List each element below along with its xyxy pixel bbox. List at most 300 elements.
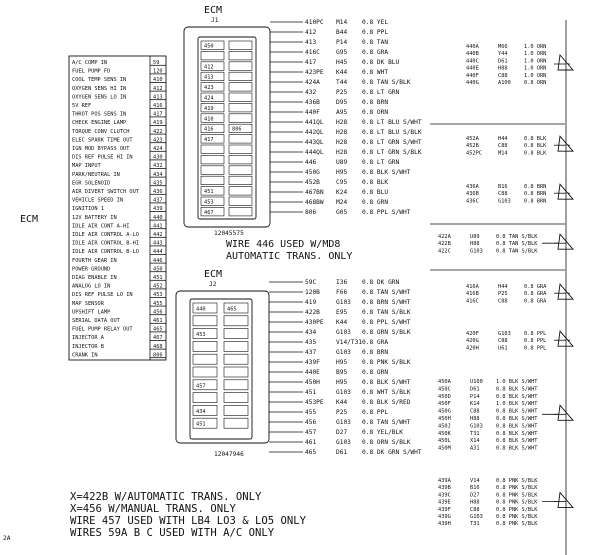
splice-code: A31 <box>470 445 480 452</box>
j2-wire-spec: 0.8 DK GRN S/WHT <box>362 449 422 456</box>
ecm-function-label: FUEL PUMP RELAY OUT <box>72 326 133 333</box>
splice-circuit: 450C <box>438 386 451 393</box>
ecm-function-label: TORQUE CONV CLUTCH <box>72 128 130 135</box>
splice-circuit: 452PC <box>466 150 482 157</box>
splice-spec: 0.8 TAN S/BLK <box>496 234 538 240</box>
splice-circuit: 420G <box>466 338 479 345</box>
splice-circuit: 440E <box>466 65 479 72</box>
j1-wire-circuit: 444QL <box>305 149 324 156</box>
j2-cavity-number: 434 <box>196 408 206 415</box>
j1-cavity-number: 451 <box>204 189 214 196</box>
j1-wire-code: D95 <box>336 99 348 106</box>
ecm-function-label: IDLE AIR CONTROL B-HI <box>72 240 139 247</box>
ecm-function-label: THROT POS SENS IN <box>72 111 127 118</box>
splice-code: D61 <box>470 386 480 393</box>
ecm-function-label: MAP SENSOR <box>72 300 104 307</box>
j1-wire-circuit: 441QL <box>305 119 324 126</box>
j1-wire-spec: 0.8 YEL <box>362 19 389 26</box>
ecm-function-label: CHECK ENGINE LAMP <box>72 120 127 127</box>
ecm-function-label: IGNITION 1 <box>72 206 104 213</box>
splice-code: H88 <box>470 499 480 506</box>
j1-wire-circuit: 446 <box>305 159 317 166</box>
splice-code: U100 <box>470 379 483 385</box>
j1-cavity-number: 806 <box>232 126 242 133</box>
splice-spec: 0.8 GRA <box>524 284 547 290</box>
splice-circuit: 422B <box>438 241 451 248</box>
splice-circuit: 436A <box>466 184 479 190</box>
j1-wire-code: A95 <box>336 109 348 116</box>
splice-spec: 0.8 ORN <box>524 80 547 86</box>
splice-code: C88 <box>470 408 480 415</box>
ecm-pin-number: 423 <box>153 137 163 144</box>
j1-cavity <box>201 155 224 164</box>
ecm-function-label: POWER GROUND <box>72 266 111 273</box>
splice-code: C88 <box>498 191 508 198</box>
ecm-pin-number: 441 <box>153 223 163 230</box>
splice-circuit: 416B <box>466 291 479 298</box>
j1-wire-circuit: 436B <box>305 99 320 106</box>
splice-code: U89 <box>470 234 480 240</box>
splice-spec: 0.8 BLK S/WHT <box>496 445 538 452</box>
ecm-function-label: ELEC SPARK TIME OUT <box>72 137 133 144</box>
ecm-pin-number: 446 <box>153 257 163 264</box>
j2-wire-code: K44 <box>336 319 348 326</box>
splice-circuit: 416A <box>466 284 479 290</box>
splice-circuit: 450G <box>438 408 451 415</box>
j1-cavity <box>229 197 252 206</box>
splice-spec: 0.8 BLK S/WHT <box>496 416 538 422</box>
j1-wire-circuit: 413 <box>305 39 317 46</box>
j1-wire-circuit: 412 <box>305 29 317 36</box>
splice-spec: 0.8 GRA <box>524 291 547 298</box>
splice-spec: 1.0 BLK S/WHT <box>496 379 538 385</box>
j2-cavity <box>224 418 248 428</box>
splice-spec: 0.8 PNK S/BLK <box>496 499 538 506</box>
j1-wire-code: H95 <box>336 169 348 176</box>
ecm-pin-number: 453 <box>153 292 163 299</box>
ecm-pin-number: 413 <box>153 94 163 101</box>
splice-spec: 0.8 BLK S/WHT <box>496 423 538 430</box>
j1-cavity <box>229 62 252 71</box>
j1-wire-circuit: 410PC <box>305 19 324 26</box>
j1-wire-spec: 0.8 LT GRN <box>362 159 400 166</box>
j2-wire-code: G103 <box>336 299 351 306</box>
j2-wire-circuit: 461 <box>305 439 317 446</box>
ecm-function-label: DIS REF PULSE LO IN <box>72 292 133 299</box>
ecm-pin-number: 461 <box>153 318 163 324</box>
splice-circuit: 436B <box>466 191 479 198</box>
splice-code: H88 <box>470 241 480 248</box>
ecm-function-label: IDLE AIR CONT A-HI <box>72 223 130 230</box>
splice-circuit: 450K <box>438 430 451 437</box>
ecm-function-label: IDLE AIR CONTROL B-LO <box>72 249 139 256</box>
splice-code: K14 <box>470 401 480 408</box>
splice-spec: 0.8 BRN <box>524 184 547 190</box>
ecm-pin-number: 436 <box>153 189 163 195</box>
ecm-pin-number: 416 <box>153 103 163 109</box>
splice-spec: 0.8 PNK S/BLK <box>496 514 538 520</box>
splice-spec: 1.0 ORN <box>524 44 547 50</box>
j1-wire-spec: 0.8 LT GRN S/BLK <box>362 149 422 156</box>
j2-wire-code: D61 <box>336 449 348 456</box>
ecm-pin-number: 419 <box>153 120 163 127</box>
j1-wire-spec: 0.8 BLK S/WHT <box>362 169 411 176</box>
splice-spec: 0.8 BRN <box>524 198 547 205</box>
j1-wire-circuit: 432 <box>305 89 317 96</box>
ecm-function-label: FOURTH GEAR IN <box>72 257 117 264</box>
j1-wire-circuit: 440F <box>305 109 320 116</box>
j2-cavity <box>224 329 248 339</box>
ecm-function-label: FUEL PUMP FD <box>72 68 111 75</box>
splice-circuit: 439G <box>438 514 451 520</box>
j1-cavity <box>229 155 252 164</box>
ecm-function-label: VEHICLE SPEED IN <box>72 197 124 204</box>
j2-wire-spec: 0.8 BLK S/WHT <box>362 379 411 386</box>
ecm-pin-number: 456 <box>153 309 163 316</box>
j2-cavity-number: 465 <box>227 306 237 313</box>
splice-code: G103 <box>470 514 483 520</box>
j2-wire-code: G103 <box>336 349 351 356</box>
j2-wire-spec: 0.8 YEL/BLK <box>362 429 403 436</box>
j1-cavity <box>229 187 252 196</box>
ecm-pin-number: 442 <box>153 232 163 238</box>
j2-cavity-number: 440 <box>196 306 206 313</box>
splice-code: C88 <box>470 506 480 513</box>
j1-part-number: 12045575 <box>214 230 244 237</box>
ecm-function-label: AIR DIVERT SWITCH OUT <box>72 189 139 195</box>
j2-wire-spec: 0.8 ORN <box>362 369 389 376</box>
j2-wire-spec: 0.8 PNK S/BLK <box>362 359 411 366</box>
splice-spec: 0.8 BLK S/WHT <box>496 386 538 393</box>
j2-wire-circuit: 456 <box>305 419 317 426</box>
splice-code: D27 <box>470 492 480 499</box>
j2-wire-spec: 0.8 ORN S/BLK <box>362 439 411 446</box>
ecm-pin-number: 432 <box>153 163 163 170</box>
j1-wire-code: H28 <box>336 129 348 136</box>
ecm-pin-number: 439 <box>153 206 163 213</box>
j2-wire-circuit: 434 <box>305 329 317 336</box>
j2-wire-circuit: 430PE <box>305 319 324 326</box>
j1-cavity <box>229 93 252 102</box>
j1-cavity-number: 467 <box>204 209 214 216</box>
splice-circuit: 452A <box>466 136 479 142</box>
splice-code: V14 <box>470 478 480 484</box>
splice-code: C88 <box>498 338 508 345</box>
splice-spec: 0.8 BLK S/WHT <box>496 408 538 415</box>
j1-cavity-number: 419 <box>204 105 214 112</box>
splice-circuit: 436C <box>466 198 479 205</box>
splice-circuit: 450J <box>438 423 451 430</box>
j1-wire-circuit: 424A <box>305 79 320 86</box>
j2-wire-circuit: 59C <box>305 279 317 286</box>
j1-wire-code: B44 <box>336 29 348 36</box>
j1-wire-circuit: 468BW <box>305 199 324 206</box>
splice-code: B16 <box>470 485 480 492</box>
footer-note-3: WIRE 457 USED WITH LB4 LO3 & LO5 ONLY <box>70 515 306 527</box>
j2-cavity <box>224 405 248 415</box>
note-j1-line2: AUTOMATIC TRANS. ONLY <box>226 251 353 262</box>
j2-wire-circuit: 450H <box>305 379 320 386</box>
splice-code: H44 <box>498 284 508 290</box>
j1-wire-circuit: 452B <box>305 179 320 186</box>
j1-wire-spec: 0.8 TAN S/BLK <box>362 79 411 86</box>
splice-code: T31 <box>470 430 480 437</box>
ecm-pin-number: 424 <box>153 146 163 152</box>
j1-cavity <box>229 114 252 123</box>
ecm-function-label: PARK/NEUTRAL IN <box>72 171 120 178</box>
splice-code: C88 <box>498 143 508 150</box>
ecm-function-label: UPSHIFT LAMP <box>72 309 111 316</box>
j1-wire-spec: 0.8 TAN <box>362 39 389 46</box>
j2-wire-code: G103 <box>336 329 351 336</box>
j1-wire-spec: 0.8 LT GRN <box>362 89 400 96</box>
j1-wire-code: P25 <box>336 89 348 96</box>
footer-note-1: X=422B W/AUTOMATIC TRANS. ONLY <box>70 491 262 503</box>
splice-code: G103 <box>470 423 483 430</box>
splice-spec: 0.8 BLK <box>524 150 547 157</box>
splice-circuit: 450D <box>438 393 451 400</box>
j2-wire-spec: 0.8 TAN S/WHT <box>362 289 411 296</box>
j1-cavity <box>229 166 252 175</box>
j1-cavity <box>201 176 224 185</box>
j2-wire-code: I36 <box>336 279 348 286</box>
j1-wire-circuit: 442QL <box>305 129 324 136</box>
j2-cavity-number: 453 <box>196 332 206 339</box>
j2-wire-code: D27 <box>336 429 348 436</box>
ecm-pin-number: 455 <box>153 300 163 307</box>
splice-spec: 0.8 PPL <box>524 331 547 337</box>
ecm-function-label: IDLE AIR CONTROL A-LO <box>72 232 139 238</box>
j1-wire-spec: 0.8 BLU <box>362 189 389 196</box>
ecm-function-label: COOL TEMP SENS IN <box>72 77 127 84</box>
splice-circuit: 450M <box>438 445 451 452</box>
j2-wire-circuit: 453PE <box>305 399 324 406</box>
j2-wire-code: G103 <box>336 419 351 426</box>
splice-circuit: 439C <box>438 492 451 499</box>
j1-wire-code: H28 <box>336 149 348 156</box>
j1-wire-circuit: 806 <box>305 209 317 216</box>
splice-code: G103 <box>470 248 483 255</box>
ecm-function-label: OXYGEN SENS HI IN <box>72 85 127 92</box>
ecm-function-label: DIAG ENABLE IN <box>72 275 117 281</box>
splice-circuit: 440A <box>466 44 479 50</box>
j1-wire-spec: 0.8 GRA <box>362 49 389 56</box>
j1-wire-code: H28 <box>336 139 348 146</box>
j1-wire-code: C95 <box>336 179 348 186</box>
splice-code: C88 <box>498 298 508 305</box>
j1-cavity-number: 453 <box>204 199 214 206</box>
ecm-pin-number: 437 <box>153 197 163 204</box>
splice-triangle <box>558 284 573 299</box>
j2-wire-code: P25 <box>336 409 348 416</box>
j2-wire-circuit: 422B <box>305 309 320 316</box>
j1-cavity <box>229 103 252 112</box>
splice-circuit: 439F <box>438 506 451 513</box>
splice-code: G103 <box>498 331 511 337</box>
ecm-function-label: INJECTOR B <box>72 343 104 350</box>
splice-triangle <box>558 136 573 151</box>
splice-triangle <box>558 234 573 249</box>
j2-wire-code: V14/T31 <box>336 339 363 346</box>
splice-circuit: 416C <box>466 298 479 305</box>
splice-spec: 1.0 ORN <box>524 58 547 65</box>
ecm-pin-number: 452 <box>153 283 163 290</box>
splice-spec: 0.8 PNK S/BLK <box>496 478 538 484</box>
j1-wire-code: M14 <box>336 19 348 26</box>
j2-wire-code: G103 <box>336 389 351 396</box>
j2-wire-code: B95 <box>336 369 348 376</box>
splice-spec: 0.8 PPL <box>524 345 547 352</box>
splice-circuit: 440F <box>466 72 479 79</box>
splice-code: D61 <box>498 58 508 65</box>
splice-spec: 0.8 PNK S/BLK <box>496 521 538 528</box>
j2-cavity <box>193 341 217 351</box>
j1-cavity <box>229 135 252 144</box>
j2-wire-circuit: 437 <box>305 349 317 356</box>
ecm-j2-header: ECM <box>204 269 223 280</box>
j1-cavity-number: 410 <box>204 116 214 123</box>
j2-wire-circuit: 451 <box>305 389 317 396</box>
splice-triangle <box>558 55 573 70</box>
splice-spec: 0.8 PNK S/BLK <box>496 506 538 513</box>
j2-wire-spec: 0.8 TAN S/WHT <box>362 419 411 426</box>
j1-wire-code: G05 <box>336 209 348 216</box>
j2-wire-spec: 0.8 WHT S/BLK <box>362 389 411 396</box>
ecm-pin-number: 444 <box>153 249 163 256</box>
splice-spec: 0.8 BLK <box>524 136 547 142</box>
j1-wire-spec: 0.8 PPL S/WHT <box>362 209 411 216</box>
splice-code: U61 <box>498 345 508 352</box>
j1-wire-circuit: 423PE <box>305 69 324 76</box>
j1-wire-code: U89 <box>336 159 348 166</box>
ecm-function-label: EGR SOLENOID <box>72 180 111 187</box>
ecm-pin-number: 410 <box>153 77 163 84</box>
splice-spec: 0.8 PPL <box>524 338 547 345</box>
ecm-function-label: MAP INPUT <box>72 163 101 170</box>
j2-wire-spec: 0.8 BRN S/WHT <box>362 299 411 306</box>
j2-wire-circuit: 439F <box>305 359 320 366</box>
j1-cavity <box>201 145 224 154</box>
ecm-module-label: ECM <box>20 214 39 225</box>
splice-circuit: 440G <box>466 80 479 86</box>
j1-wire-code: H45 <box>336 59 348 66</box>
splice-circuit: 422C <box>438 248 451 255</box>
j1-wire-spec: 0.8 LT GRN S/WHT <box>362 139 422 146</box>
splice-spec: 0.8 BRN <box>524 191 547 198</box>
j1-wire-code: H28 <box>336 119 348 126</box>
j1-wire-spec: 0.8 LT BLU S/BLK <box>362 129 422 136</box>
footer-note-2: X=456 W/MANUAL TRANS. ONLY <box>70 503 236 515</box>
j1-wire-spec: 0.8 WHT <box>362 69 389 76</box>
splice-circuit: 450H <box>438 416 451 422</box>
splice-spec: 0.8 TAN S/BLK <box>496 248 538 255</box>
j2-wire-circuit: 465 <box>305 449 317 456</box>
j1-cavity <box>229 72 252 81</box>
j2-wire-spec: 0.8 DK GRN <box>362 279 400 286</box>
j1-cavity <box>229 145 252 154</box>
splice-spec: 1.0 ORN <box>524 72 547 79</box>
splice-spec: 1.0 ORN <box>524 65 547 72</box>
j1-cavity <box>229 41 252 50</box>
ecm-pin-number: 120 <box>153 68 163 75</box>
j2-wire-circuit: 120B <box>305 289 320 296</box>
splice-circuit: 439A <box>438 478 451 484</box>
splice-spec: 0.8 BLK S/WHT <box>496 438 538 445</box>
note-j1-line1: WIRE 446 USED W/MD8 <box>226 239 341 250</box>
j1-wire-spec: 0.8 LT BLU S/WHT <box>362 119 422 126</box>
j2-wire-code: E95 <box>336 309 348 316</box>
ecm-pin-number: 467 <box>153 335 163 342</box>
splice-circuit: 439H <box>438 521 451 528</box>
j1-wire-spec: 0.8 BLK <box>362 179 389 186</box>
ecm-function-label: OXYGEN SENS LO IN <box>72 94 127 101</box>
splice-spec: 0.8 BLK S/WHT <box>496 430 538 437</box>
figure-label: 2A <box>3 535 11 542</box>
j2-cavity-number: 451 <box>196 421 206 428</box>
splice-triangle <box>558 331 573 346</box>
j2-cavity <box>193 316 217 326</box>
j2-wire-spec: 0.8 BLK S/RED <box>362 399 411 406</box>
ecm-pin-number: 59 <box>153 60 160 66</box>
splice-code: T31 <box>470 521 480 528</box>
j1-wire-code: P14 <box>336 39 348 46</box>
j2-cavity <box>193 354 217 364</box>
ecm-function-label: IGN MOD BYPASS OUT <box>72 146 130 152</box>
splice-code: H88 <box>498 65 508 72</box>
j1-cavity-number: 423 <box>204 85 214 92</box>
j2-wire-spec: 0.8 BRN <box>362 349 389 356</box>
j2-wire-code: G103 <box>336 439 351 446</box>
j1-cavity-number: 413 <box>204 74 214 81</box>
j1-cavity-number: 416 <box>204 126 214 133</box>
splice-spec: 0.8 GRA <box>524 298 547 305</box>
splice-circuit: 450A <box>438 379 451 385</box>
j1-cavity-number: 450 <box>204 43 214 50</box>
splice-spec: 0.8 PNK S/BLK <box>496 485 538 492</box>
ecm-pin-number: 422 <box>153 128 163 135</box>
j2-cavity <box>224 341 248 351</box>
j2-wire-code: K44 <box>336 399 348 406</box>
ecm-pin-number: 440 <box>153 214 163 221</box>
footer-note-4: WIRES 59A B C USED WITH A/C ONLY <box>70 527 275 539</box>
splice-triangle <box>558 493 573 508</box>
ecm-pin-number: 430 <box>153 154 163 161</box>
splice-code: B16 <box>498 184 508 190</box>
ecm-pin-number: 465 <box>153 326 163 333</box>
j2-wire-circuit: 419 <box>305 299 317 306</box>
j1-wire-code: G95 <box>336 49 348 56</box>
j2-cavity <box>224 316 248 326</box>
j2-wire-spec: 0.8 TAN S/BLK <box>362 309 411 316</box>
splice-circuit: 440C <box>466 58 479 65</box>
ecm-connector-header: ECM <box>204 5 223 16</box>
j2-part-number: 12047946 <box>214 451 244 458</box>
splice-circuit: 439B <box>438 485 451 492</box>
j2-cavity <box>224 367 248 377</box>
j2-wire-circuit: 457 <box>305 429 317 436</box>
splice-code: M66 <box>498 44 508 50</box>
splice-spec: 0.8 PNK S/BLK <box>496 492 538 499</box>
ecm-function-label: 12V BATTERY IN <box>72 214 117 221</box>
j2-wire-code: H95 <box>336 379 348 386</box>
j1-wire-circuit: 416C <box>305 49 320 56</box>
j2-wire-code: H95 <box>336 359 348 366</box>
j1-cavity <box>229 51 252 60</box>
ecm-pin-number: 806 <box>153 352 163 359</box>
splice-code: C88 <box>498 72 508 79</box>
j1-wire-circuit: 450G <box>305 169 320 176</box>
ecm-function-label: A/C COMP IN <box>72 60 108 66</box>
